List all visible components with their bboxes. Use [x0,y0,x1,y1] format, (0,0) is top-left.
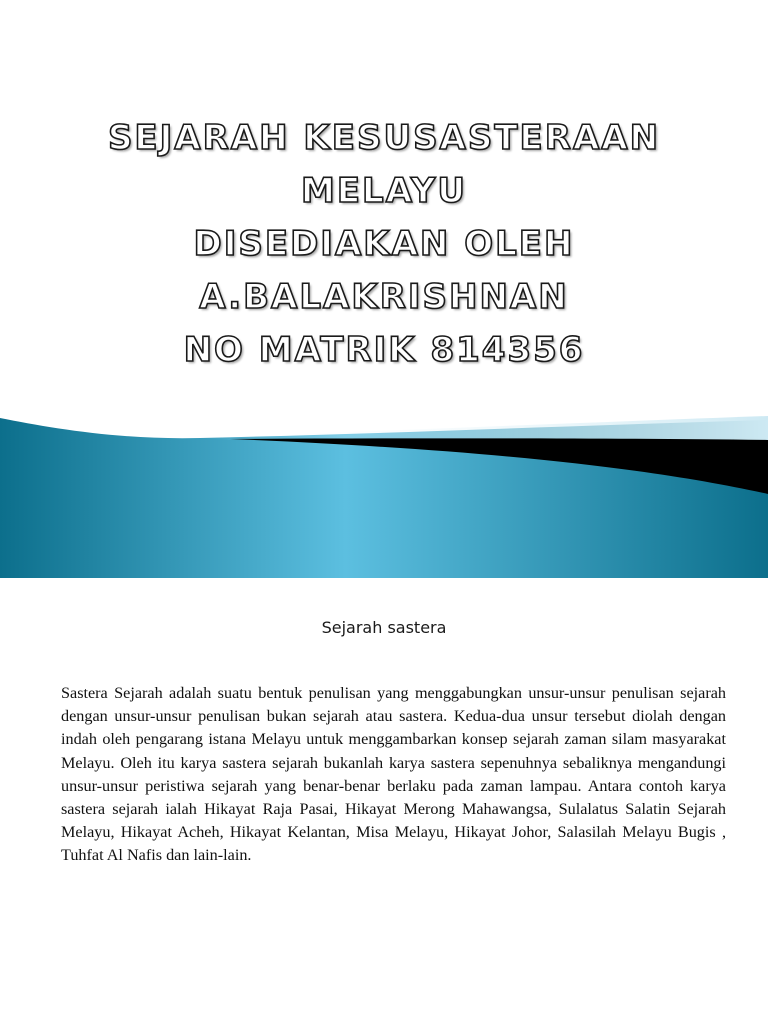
title-line-3: DISEDIAKAN OLEH [193,224,575,264]
body-paragraph: Sastera Sejarah adalah suatu bentuk penulisan yang menggabungkan unsur-unsur penulisan sejarah dengan unsur-unsur penulisan bukan sejarah atau sastera. Kedua-dua unsur tersebut diolah dengan indah oleh pengarang istana Melayu untuk menggambarkan konsep sejarah zaman silam masyarakat Melayu. Oleh itu karya sastera sejarah bukanlah karya sastera sepenuhnya sebaliknya mengandungi unsur-unsur peristiwa sejarah yang benar-benar berlaku pada zaman lampau. Antara contoh karya sastera sejarah ialah Hikayat Raja Pasai, Hikayat Merong Mahawangsa, Sulalatus Salatin Sejarah Melayu, Hikayat Acheh, Hikayat Kelantan, Misa Melayu, Hikayat Johor, Salasilah Melayu Bugis , Tuhfat Al Nafis dan lain-lain. [61,684,726,865]
slide-title [60,112,708,377]
title-line-1: SEJARAH KESUSASTERAAN [107,118,661,158]
title-line-5: NO MATRIK 814356 [183,330,585,370]
decorative-wave-banner [0,410,768,578]
title-line-4: A.BALAKRISHNAN [199,277,569,317]
title-line-2: MELAYU [300,171,467,211]
section-heading: Sejarah sastera [321,618,447,637]
